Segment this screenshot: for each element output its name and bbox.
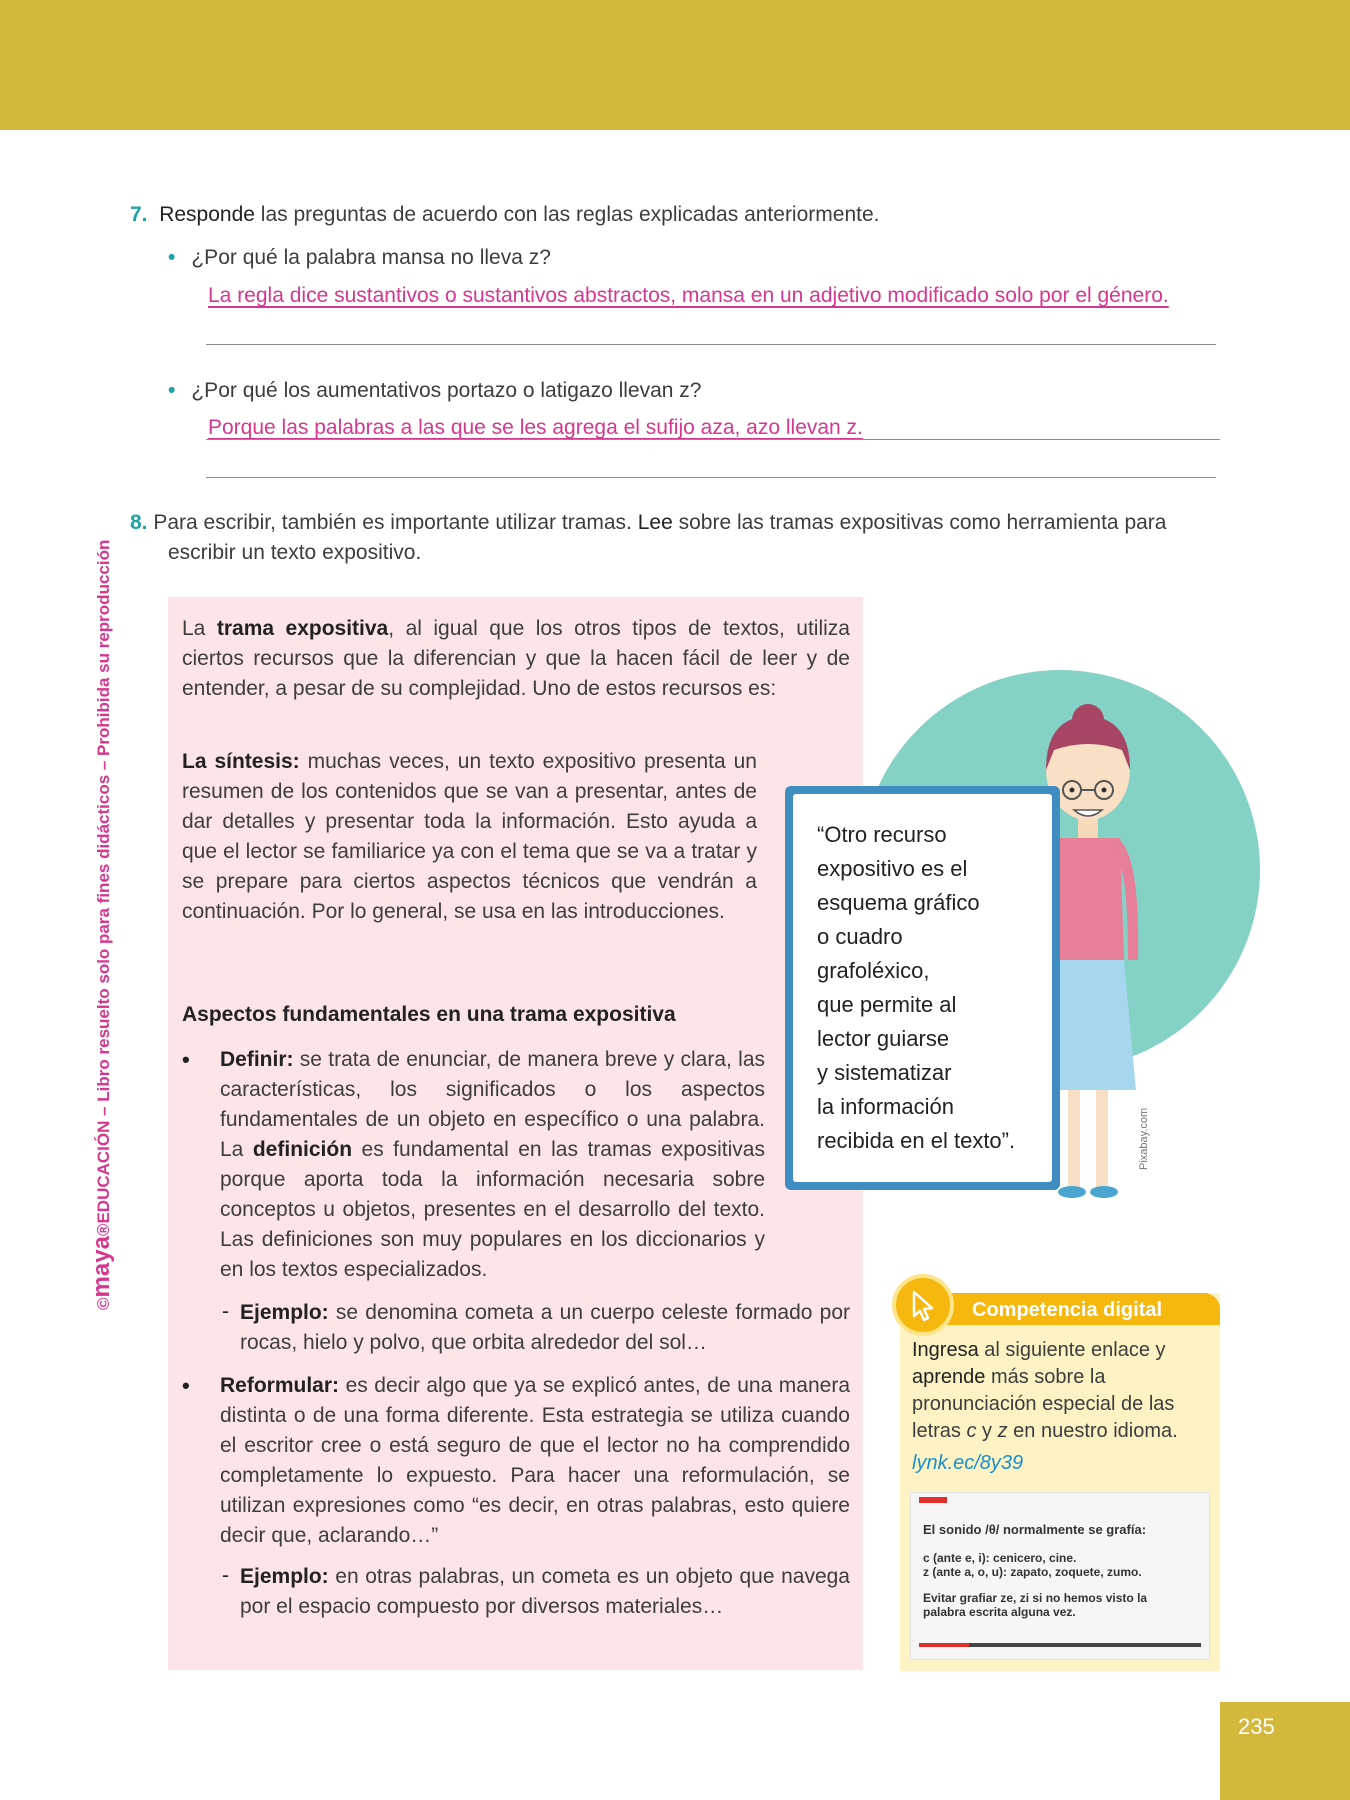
- quote-line: “Otro recurso: [817, 822, 947, 847]
- dash: -: [222, 1564, 229, 1587]
- text-span: en otras palabras, un cometa es un objeto que navega por el espacio compuesto por diversos materiales…: [240, 1565, 850, 1618]
- thumb-line: Evitar grafiar ze, zi si no hemos visto la: [923, 1591, 1148, 1605]
- video-progress-fill: [919, 1643, 969, 1647]
- answer-2[interactable]: [208, 414, 863, 442]
- thumb-line: c (ante e, i): cenicero, cine.: [923, 1551, 1077, 1565]
- quote-line: que permite al: [817, 992, 957, 1017]
- sub-question-text: ¿Por qué los aumentativos portazo o latigazo llevan z?: [191, 379, 702, 402]
- instruction-verb: Ingresa: [912, 1339, 979, 1361]
- registered-symbol: ®: [94, 1223, 113, 1237]
- sub-question-text: ¿Por qué la palabra mansa no lleva z?: [191, 246, 551, 269]
- text-span: es decir algo que ya se explicó antes, de una manera distinta o de una forma diferente. Esta estrategia se utiliza cuando el escritor cree o está seguro de que el lector no ha comprendido completamente lo expuesto. Para hacer una reformulación, se utilizan expresiones como “es decir, en otras palabras, esto quiere decir que, aclarando…”: [220, 1374, 850, 1547]
- sweater-icon: [1052, 838, 1124, 960]
- image-credit: Pixabay.com: [1138, 1107, 1150, 1170]
- quote-text: [817, 818, 1052, 1158]
- bold-term: La síntesis:: [182, 750, 300, 773]
- bold-term: trama expositiva: [216, 617, 389, 640]
- question-text: Para escribir, también es importante utilizar tramas.: [153, 511, 638, 534]
- letter-z: z: [997, 1420, 1008, 1442]
- quote-line: recibida en el texto”.: [817, 1128, 1016, 1153]
- text-span: se denomina cometa a un cuerpo celeste formado por rocas, hielo y polvo, que orbita alrededor del sol…: [240, 1301, 850, 1354]
- quote-board-surface: [793, 794, 1052, 1182]
- text-span: más sobre la pronunciación especial de las letras: [912, 1366, 1175, 1442]
- competencia-title: Competencia digital: [972, 1299, 1163, 1321]
- letter-c: c: [966, 1420, 977, 1442]
- sub-question-1: [168, 243, 551, 273]
- copyright-symbol: ©: [94, 1297, 113, 1310]
- quote-board: [785, 786, 1060, 1190]
- dash: -: [222, 1300, 229, 1323]
- bullet: •: [182, 1047, 190, 1072]
- bold-term: Ejemplo:: [240, 1301, 329, 1324]
- cursor-click-icon: [892, 1274, 954, 1336]
- answer-line: [206, 477, 1216, 478]
- instruction-verb: Responde: [159, 203, 255, 226]
- video-thumbnail[interactable]: [910, 1492, 1210, 1660]
- quote-line: expositivo es el: [817, 856, 968, 881]
- question-8-line2: escribir un texto expositivo.: [168, 541, 422, 564]
- copyright-sidebar: [88, 540, 116, 1310]
- question-text: las preguntas de acuerdo con las reglas explicadas anteriormente.: [254, 203, 880, 226]
- sub-question-2: [168, 376, 701, 406]
- thumb-line: palabra escrita alguna vez.: [923, 1605, 1076, 1619]
- video-logo-icon: [919, 1497, 947, 1503]
- answer-text: La regla dice sustantivos o sustantivos abstractos, mansa en un adjetivo modificado solo por el género.: [208, 284, 1169, 307]
- quote-line: grafoléxico,: [817, 958, 930, 983]
- thumb-line: El sonido /θ/ normalmente se grafía:: [923, 1522, 1147, 1537]
- text-span: en nuestro idioma.: [1007, 1420, 1178, 1442]
- quote-line: o cuadro: [817, 924, 903, 949]
- quote-line: y sistematizar: [817, 1060, 952, 1085]
- quote-line: esquema gráfico: [817, 890, 980, 915]
- sintesis-paragraph: [182, 747, 757, 927]
- text-span: es fundamental en las tramas expositivas porque aporta toda la información necesaria sobre conceptos u objetos, presentes en el desarrollo del texto. Las definiciones son muy populares en los diccionarios y en los textos especializados.: [220, 1138, 765, 1281]
- question-text-cont: sobre las tramas expositivas como herramienta para: [672, 511, 1167, 534]
- text-span: , al igual que los otros tipos de textos, utiliza ciertos recursos que la diferencian y que la hacen fácil de leer y de entender, a pesar de su complejidad. Uno de estos recursos es:: [182, 617, 850, 700]
- question-8: [130, 508, 1230, 538]
- page-number: 235: [1238, 1714, 1275, 1739]
- thumb-line: z (ante a, o, u): zapato, zoquete, zumo.: [923, 1565, 1142, 1579]
- sidebar-notice: EDUCACIÓN – Libro resuelto solo para fines didácticos – Prohibida su reproducción: [94, 539, 113, 1224]
- answer-1[interactable]: [208, 282, 1169, 310]
- instruction-verb: aprende: [912, 1366, 986, 1388]
- ejemplo-2: [240, 1562, 850, 1622]
- bullet: •: [168, 246, 176, 269]
- quote-line: la información: [817, 1094, 954, 1119]
- text-span: al siguiente enlace y: [978, 1339, 1166, 1361]
- bullet: •: [168, 379, 176, 402]
- reformular-paragraph: [220, 1371, 850, 1551]
- answer-line: [206, 439, 1220, 440]
- definir-paragraph: [220, 1045, 765, 1285]
- bold-term: Definir:: [220, 1048, 294, 1071]
- answer-text: Porque las palabras a las que se les agrega el sufijo aza, azo llevan z.: [208, 416, 863, 439]
- question-7: [130, 200, 879, 230]
- reading-intro: [182, 614, 850, 704]
- text-span: se trata de enunciar, de manera breve y clara, las características, los significados o los aspectos fundamentales de un objeto en específico o una palabra. La: [220, 1048, 765, 1161]
- bold-term: Reformular:: [220, 1374, 340, 1397]
- header-band: [0, 0, 1350, 130]
- video-progress-bar[interactable]: [919, 1643, 1201, 1647]
- bold-term: Ejemplo:: [240, 1565, 329, 1588]
- question-number: 8.: [130, 511, 148, 534]
- quote-line: lector guiarse: [817, 1026, 950, 1051]
- bold-term: definición: [252, 1138, 353, 1161]
- text-span: y: [976, 1420, 998, 1442]
- competencia-text: [912, 1337, 1212, 1445]
- text-span: La: [182, 617, 217, 640]
- instruction-verb: Lee: [637, 511, 673, 534]
- text-span: muchas veces, un texto expositivo presenta un resumen de los contenidos que se van a presentar, antes de dar detalles y presentar toda la información. Esto ayuda a que el lector se familiarice ya con el tema que se va a tratar y se prepare para ciertos aspectos técnicos que vendrán a continuación. Por lo general, se usa en las introducciones.: [182, 750, 757, 923]
- ejemplo-1: [240, 1298, 850, 1358]
- answer-line: [206, 344, 1216, 345]
- competencia-link[interactable]: lynk.ec/8y39: [912, 1452, 1024, 1474]
- bullet: •: [182, 1373, 190, 1398]
- section-heading: Aspectos fundamentales en una trama expositiva: [182, 1003, 676, 1026]
- question-number: 7.: [130, 203, 148, 226]
- brand-logo-text: maya: [88, 1236, 115, 1298]
